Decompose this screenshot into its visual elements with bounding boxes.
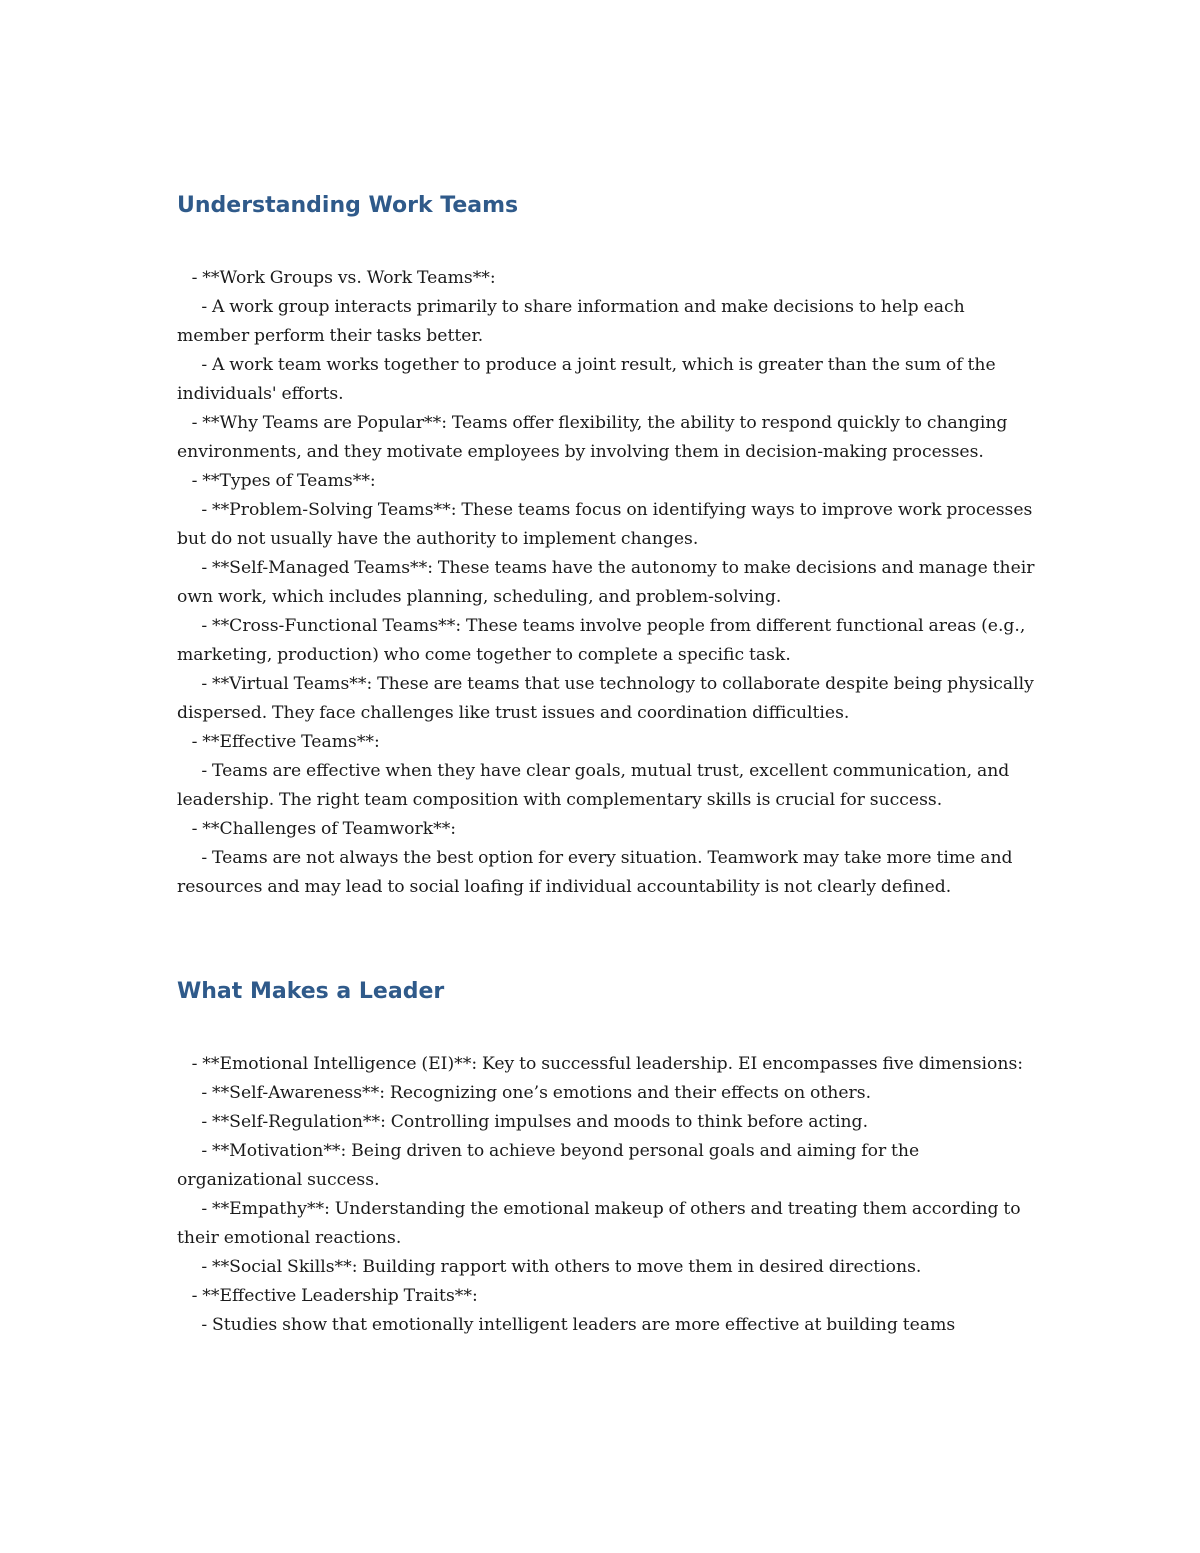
paragraph: - **Self-Regulation**: Controlling impulses and moods to think before acting. <box>177 1112 869 1132</box>
paragraph: - **Virtual Teams**: These are teams that use technology to collaborate despite being physically dispersed. They face challenges like trust issues and coordination difficulties. <box>177 674 1039 723</box>
paragraph: - **Empathy**: Understanding the emotional makeup of others and treating them according to their emotional reactions. <box>177 1199 1026 1248</box>
paragraph: - **Effective Teams**: <box>177 732 380 752</box>
paragraph: - **Effective Leadership Traits**: <box>177 1286 478 1306</box>
paragraph: - Teams are effective when they have clear goals, mutual trust, excellent communication, and leadership. The right team composition with complementary skills is crucial for success. <box>177 761 1015 810</box>
section-body-understanding-work-teams <box>177 264 1040 902</box>
paragraph: - **Motivation**: Being driven to achieve beyond personal goals and aiming for the organizational success. <box>177 1141 925 1190</box>
section-heading-understanding-work-teams: Understanding Work Teams <box>177 193 519 218</box>
paragraph: - Studies show that emotionally intelligent leaders are more effective at building teams <box>177 1315 956 1335</box>
paragraph: - **Challenges of Teamwork**: <box>177 819 457 839</box>
paragraph: - **Why Teams are Popular**: Teams offer flexibility, the ability to respond quickly to changing environments, and they motivate employees by involving them in decision-making processes. <box>177 413 1013 462</box>
section-spacer <box>177 902 1037 974</box>
paragraph: - **Cross-Functional Teams**: These teams involve people from different functional areas (e.g., marketing, production) who come together to complete a specific task. <box>177 616 1031 665</box>
paragraph: - **Self-Managed Teams**: These teams have the autonomy to make decisions and manage their own work, which includes planning, scheduling, and problem-solving. <box>177 558 1040 607</box>
section-heading-what-makes-a-leader: What Makes a Leader <box>177 979 445 1004</box>
paragraph: - **Self-Awareness**: Recognizing one’s emotions and their effects on others. <box>177 1083 872 1103</box>
paragraph: - **Work Groups vs. Work Teams**: <box>177 268 496 288</box>
paragraph: - Teams are not always the best option for every situation. Teamwork may take more time and resources and may lead to social loafing if individual accountability is not clearly defined. <box>177 848 1018 897</box>
section-body-what-makes-a-leader <box>177 1050 1037 1340</box>
paragraph: - **Problem-Solving Teams**: These teams focus on identifying ways to improve work processes but do not usually have the authority to implement changes. <box>177 500 1038 549</box>
paragraph: - A work group interacts primarily to share information and make decisions to help each member perform their tasks better. <box>177 297 970 346</box>
paragraph: - **Social Skills**: Building rapport with others to move them in desired directions. <box>177 1257 922 1277</box>
paragraph: - **Emotional Intelligence (EI)**: Key to successful leadership. EI encompasses five dimensions: <box>177 1054 1024 1074</box>
paragraph: - **Types of Teams**: <box>177 471 376 491</box>
paragraph: - A work team works together to produce a joint result, which is greater than the sum of the individuals' efforts. <box>177 355 1001 404</box>
document-body <box>177 188 1040 1340</box>
